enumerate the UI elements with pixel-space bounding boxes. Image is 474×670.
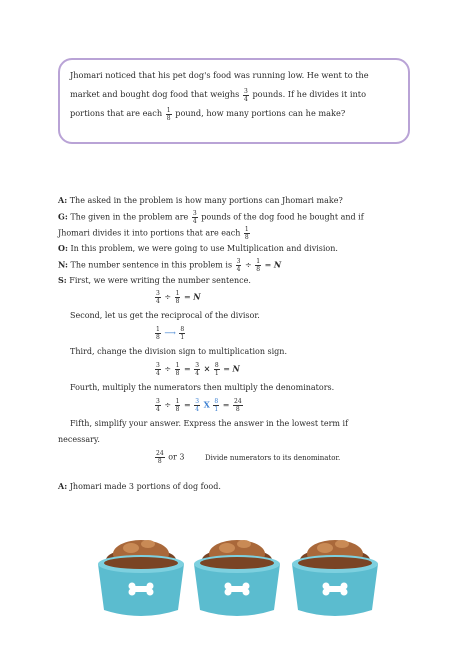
denominator: 4 [156,298,160,305]
denominator: 4 [156,370,160,377]
step-text: Second, let us get the reciprocal of the divisor. [70,311,260,320]
numerator: 24 [156,450,164,457]
problem-line-1 [70,66,398,85]
step-second [58,310,428,326]
equation-1 [58,290,428,310]
numerator: 3 [156,398,160,405]
numerator: 1 [244,226,249,233]
fraction [236,258,242,273]
numerator: 3 [156,290,160,297]
answer-text: Jhomari made 3 portions of dog food. [69,482,221,491]
fraction [155,362,161,377]
denominator: 4 [236,266,241,273]
numerator: 3 [195,362,200,369]
operator: × [203,363,211,374]
denominator: 1 [214,370,219,377]
step-text: Fourth, multiply the numerators then multiply the denominators. [70,383,335,392]
fraction [179,326,185,341]
denominator: 8 [157,458,162,465]
fraction [233,398,243,413]
operator: ÷ [164,400,172,410]
step-text: Fifth, simplify your answer. Express the answer in the lowest term if [70,419,349,428]
step-text: The asked in the problem is how many portions can Jhomari make? [69,196,343,205]
step-fourth [58,382,428,398]
fraction [192,210,198,225]
denominator: 8 [256,266,261,273]
arrow-icon: ⟶ [164,328,176,338]
fraction [194,398,200,413]
numerator: 8 [180,326,185,333]
numerator: 1 [175,398,180,405]
fraction [244,226,250,241]
numerator: 3 [156,362,160,369]
operator: = [184,364,191,374]
operator: = [264,260,272,270]
step-fifth-cont [58,434,428,450]
operator: = [184,400,191,410]
step-text: The number sentence in this problem is [70,260,233,270]
numerator: 8 [214,362,219,369]
fraction [155,290,161,305]
step-asked [58,194,428,210]
operator: ÷ [244,260,252,270]
step-label: A: [58,481,68,491]
numerator: 3 [244,87,248,95]
fraction [175,290,181,305]
simplified-answer: or 3 [168,452,185,462]
denominator: 1 [214,406,219,413]
fraction [155,450,165,465]
operator: = [223,364,230,374]
denominator: 1 [180,334,185,341]
fraction [155,398,161,413]
dog-bowl-illustration [0,530,474,640]
operator: = [222,400,230,410]
numerator: 3 [236,258,241,265]
step-number-sentence [58,258,428,274]
step-solve [58,274,428,290]
numerator: 3 [192,210,197,217]
denominator: 4 [192,218,197,225]
denominator: 4 [244,95,248,103]
step-text: necessary. [58,435,100,444]
fraction [194,362,200,377]
problem-text: pounds. If he divides it into [252,89,367,99]
operator: ÷ [164,364,172,374]
numerator: 1 [175,290,180,297]
note-text: Divide numerators to its denominator. [205,453,341,462]
problem-line-3 [70,104,398,123]
fraction [213,398,219,413]
step-label: O: [58,243,68,253]
fraction [155,326,161,341]
variable: N [193,291,201,302]
denominator: 8 [166,114,171,122]
numerator: 1 [166,106,171,114]
reciprocal [58,326,428,346]
problem-box [58,58,410,144]
solution-steps [58,194,428,496]
denominator: 8 [175,406,180,413]
fraction [255,258,261,273]
cross-multiply-icon: X [203,399,210,410]
step-label: S: [58,275,67,285]
step-label: A: [58,195,68,205]
final-answer-equation [58,450,428,472]
operator: = [184,292,191,302]
numerator: 1 [175,362,180,369]
numerator: 1 [156,326,160,333]
denominator: 8 [156,334,160,341]
step-text: In this problem, we were going to use Multiplication and division. [70,244,338,253]
fraction [243,88,249,103]
denominator: 8 [175,370,180,377]
dog-bowl-icon [292,540,378,616]
step-text: The given in the problem are [70,212,189,222]
problem-text: portions that are each [70,108,163,118]
fraction [214,362,220,377]
problem-text: Jhomari noticed that his pet dog's food was running low. He went to the [70,70,369,80]
step-third [58,346,428,362]
dog-bowls [0,530,474,640]
operator: ÷ [164,292,172,302]
numerator: 1 [256,258,261,265]
variable: N [273,259,282,270]
problem-line-2 [70,85,398,104]
problem-text: market and bought dog food that weighs [70,89,240,99]
step-given [58,210,428,226]
step-operation [58,242,428,258]
variable: N [232,363,240,374]
denominator: 8 [175,298,180,305]
denominator: 8 [244,234,249,241]
step-text: pounds of the dog food he bought and if [201,212,364,222]
dog-bowl-icon [98,540,184,616]
step-text: Jhomari divides it into portions that are each [58,228,241,238]
step-label: N: [58,259,68,270]
equation-3 [58,362,428,382]
denominator: 8 [235,406,240,413]
problem-text: pound, how many portions can he make? [175,108,346,118]
numerator: 24 [234,398,242,405]
denominator: 4 [156,406,160,413]
equation-4 [58,398,428,418]
numerator: 8 [214,398,219,405]
denominator: 4 [195,370,200,377]
step-fifth [58,418,428,434]
fraction [175,398,181,413]
step-text: Third, change the division sign to multiplication sign. [70,347,287,356]
step-text: First, we were writing the number sentence. [69,276,251,285]
fraction [166,107,172,122]
denominator: 4 [195,406,200,413]
numerator: 3 [195,398,200,405]
step-answer [58,480,428,496]
step-given-cont [58,226,428,242]
step-label: G: [58,211,68,222]
fraction [175,362,181,377]
dog-bowl-icon [194,540,280,616]
